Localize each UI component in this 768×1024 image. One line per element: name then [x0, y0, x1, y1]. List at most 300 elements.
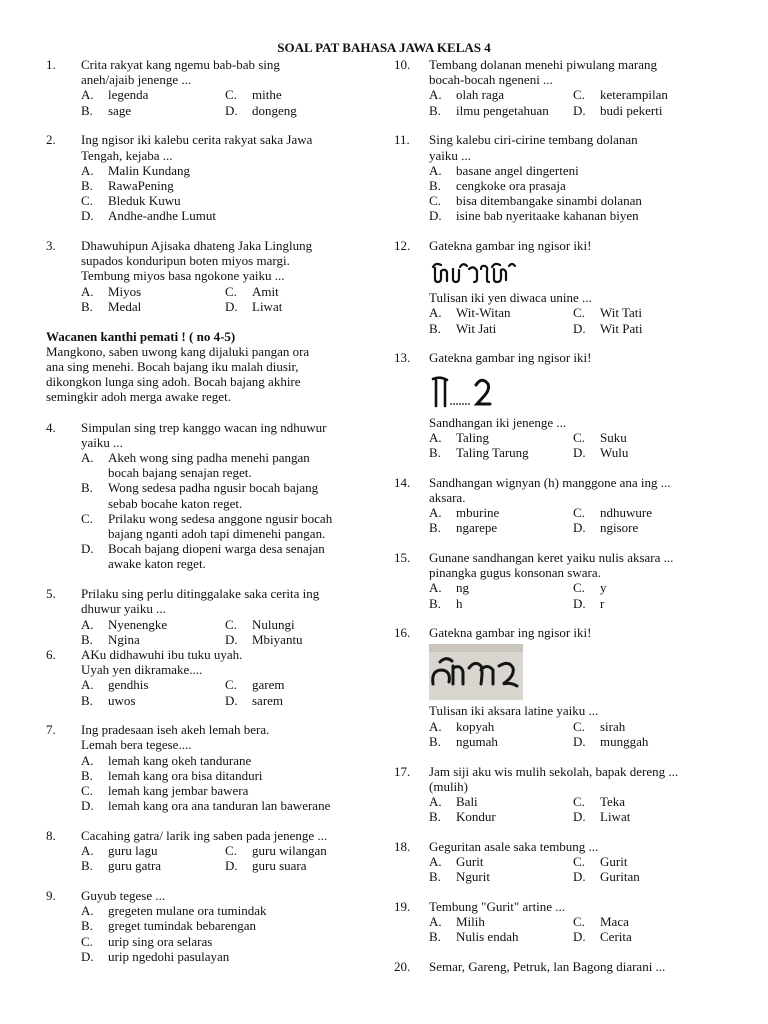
option-text: Kondur	[456, 809, 496, 825]
option-letter: B.	[81, 858, 93, 874]
option-text: keterampilan	[600, 87, 668, 103]
answer-options	[81, 753, 376, 814]
option-letter: A.	[429, 854, 442, 870]
answer-options	[81, 87, 376, 117]
option-text: sirah	[600, 718, 626, 734]
option-letter: C.	[573, 429, 585, 445]
option-text: Miyos	[108, 283, 142, 299]
answer-option[interactable]	[429, 794, 573, 809]
answer-option[interactable]	[429, 734, 573, 749]
answer-option[interactable]	[573, 445, 717, 460]
option-text: lemah kang ora ana tanduran lan bawerane	[108, 798, 331, 814]
option-text: ngarepe	[456, 520, 498, 536]
option-letter: D.	[573, 809, 586, 825]
option-letter: A.	[429, 718, 442, 734]
question-15	[394, 550, 724, 611]
option-letter: C.	[225, 87, 237, 103]
answer-option[interactable]	[225, 284, 369, 299]
option-text: ndhuwure	[600, 505, 652, 521]
option-letter: A.	[81, 87, 94, 103]
option-letter: D.	[81, 798, 94, 814]
question-11	[394, 132, 724, 223]
answer-option[interactable]	[573, 305, 717, 320]
option-letter: B.	[81, 918, 93, 934]
option-letter: B.	[429, 595, 441, 611]
option-letter: C.	[225, 677, 237, 693]
answer-option[interactable]	[81, 511, 381, 541]
option-letter: A.	[81, 616, 94, 632]
option-letter: B.	[429, 929, 441, 945]
question-9	[46, 888, 376, 964]
question-5	[46, 586, 376, 647]
question-number: 2.	[46, 132, 56, 148]
option-text: Milih	[456, 914, 485, 930]
option-letter: C.	[225, 616, 237, 632]
answer-option[interactable]	[573, 87, 717, 102]
question-number: 5.	[46, 586, 56, 602]
question-number: 1.	[46, 57, 56, 72]
question-18	[394, 839, 724, 885]
option-letter: D.	[225, 102, 238, 118]
option-text: kopyah	[456, 718, 495, 734]
question-14	[394, 475, 724, 536]
question-number: 8.	[46, 827, 56, 843]
left-column	[46, 57, 376, 979]
option-text: greget tumindak bebarengan	[108, 918, 256, 934]
option-text: Bali	[456, 794, 478, 809]
question-number: 17.	[394, 763, 411, 779]
option-text: Ngurit	[456, 869, 490, 885]
question-number: 20.	[394, 959, 411, 975]
question-stem: Semar, Gareng, Petruk, lan Bagong diarani ...	[429, 959, 666, 975]
question-stem: Guyub tegese ...	[81, 888, 166, 904]
option-letter: A.	[429, 580, 442, 596]
answer-option[interactable]	[225, 617, 369, 632]
option-text: Medal	[108, 298, 142, 314]
answer-option[interactable]	[81, 480, 381, 510]
option-text: gendhis	[108, 677, 149, 693]
question-number: 11.	[394, 132, 410, 148]
option-letter: A.	[429, 305, 442, 321]
answer-option[interactable]	[81, 632, 225, 647]
question-stem: Jam siji aku wis mulih sekolah, bapak dereng ... (mulih)	[429, 763, 679, 794]
option-text: Wit Jati	[456, 320, 497, 336]
option-letter: C.	[225, 283, 237, 299]
answer-option[interactable]	[81, 450, 381, 480]
option-text: urip ngedohi pasulayan	[108, 948, 230, 964]
answer-option[interactable]	[429, 505, 573, 520]
option-letter: C.	[573, 305, 585, 321]
answer-option[interactable]	[429, 445, 573, 460]
answer-option[interactable]	[81, 208, 381, 223]
option-text: Liwat	[252, 298, 283, 314]
answer-option[interactable]	[225, 693, 369, 708]
option-letter: C.	[573, 718, 585, 734]
answer-option[interactable]	[81, 949, 381, 964]
question-4	[46, 420, 376, 572]
right-column	[394, 57, 724, 989]
option-letter: B.	[81, 480, 93, 496]
question-2	[46, 132, 376, 223]
option-letter: A.	[81, 903, 94, 919]
option-text: Amit	[252, 283, 279, 299]
answer-option[interactable]	[81, 768, 381, 783]
answer-option[interactable]	[573, 580, 717, 595]
option-text: guru suara	[252, 858, 307, 874]
answer-option[interactable]	[429, 520, 573, 535]
answer-option[interactable]	[429, 87, 573, 102]
question-number: 6.	[46, 646, 56, 662]
option-text: lemah kang okeh tandurane	[108, 752, 252, 768]
answer-options	[81, 450, 376, 572]
option-text: Suku	[600, 429, 627, 445]
option-letter: A.	[429, 914, 442, 930]
option-text: basane angel dingerteni	[456, 162, 579, 178]
option-text: Bocah bajang diopeni warga desa senajan awake katon reget.	[108, 541, 325, 572]
option-text: olah raga	[456, 87, 505, 103]
answer-options	[429, 505, 724, 535]
option-letter: A.	[81, 449, 94, 465]
question-number: 4.	[46, 419, 56, 435]
answer-option[interactable]	[573, 794, 717, 809]
answer-options	[429, 430, 724, 460]
answer-option[interactable]	[573, 596, 717, 611]
option-text: urip sing ora selaras	[108, 933, 213, 949]
question-figure	[429, 259, 724, 285]
option-text: Gurit	[456, 854, 484, 870]
answer-option[interactable]	[573, 929, 717, 944]
option-letter: D.	[573, 929, 586, 945]
question-stem: Dhawuhipun Ajisaka dhateng Jaka Linglung supados konduripun boten miyos margi. Tembung miyos basa ngokone yaiku ...	[81, 238, 313, 284]
option-letter: A.	[429, 87, 442, 103]
answer-option[interactable]	[573, 809, 717, 824]
question-stem: Tembang dolanan menehi piwulang marang bocah-bocah ngeneni ...	[429, 57, 657, 88]
answer-option[interactable]	[429, 321, 573, 336]
answer-option[interactable]	[429, 178, 729, 193]
option-text: Liwat	[600, 809, 631, 825]
option-text: Cerita	[600, 929, 632, 945]
answer-option[interactable]	[81, 284, 225, 299]
answer-option[interactable]	[81, 693, 225, 708]
answer-options	[81, 617, 376, 647]
option-letter: D.	[81, 948, 94, 964]
option-text: munggah	[600, 733, 649, 749]
option-letter: B.	[429, 320, 441, 336]
option-letter: D.	[573, 595, 586, 611]
option-letter: C.	[81, 783, 93, 799]
option-text: Wit Tati	[600, 305, 643, 321]
question-number: 16.	[394, 625, 411, 641]
question-stem: Sing kalebu ciri-cirine tembang dolanan yaiku ...	[429, 132, 638, 163]
answer-option[interactable]	[573, 103, 717, 118]
option-letter: C.	[81, 193, 93, 209]
answer-option[interactable]	[81, 103, 225, 118]
answer-options	[81, 677, 376, 707]
question-stem: Gatekna gambar ing ngisor iki!	[429, 238, 592, 254]
answer-option[interactable]	[573, 869, 717, 884]
option-letter: B.	[81, 298, 93, 314]
option-text: legenda	[108, 87, 149, 103]
option-text: h	[456, 595, 463, 611]
answer-option[interactable]	[573, 520, 717, 535]
option-text: y	[600, 580, 607, 596]
answer-option[interactable]	[429, 854, 573, 869]
answer-options	[429, 914, 724, 944]
answer-option[interactable]	[81, 541, 381, 571]
answer-option[interactable]	[429, 163, 729, 178]
option-text: bisa ditembangake sinambi dolanan	[456, 193, 642, 209]
question-stem: AKu didhawuhi ibu tuku uyah. Uyah yen dikramake....	[81, 646, 243, 678]
option-letter: B.	[429, 809, 441, 825]
option-text: Nyenengke	[108, 616, 168, 632]
question-stem: Gunane sandhangan keret yaiku nulis aksara ... pinangka gugus konsonan swara.	[429, 549, 674, 581]
question-stem: Ing pradesaan iseh akeh lemah bera. Lemah bera tegese....	[81, 722, 270, 753]
answer-option[interactable]	[429, 914, 573, 929]
answer-option[interactable]	[81, 753, 381, 768]
option-letter: B.	[429, 444, 441, 460]
option-letter: A.	[81, 843, 94, 859]
question-16	[394, 625, 724, 749]
answer-options	[429, 163, 724, 224]
answer-option[interactable]	[225, 843, 369, 858]
option-text: guru lagu	[108, 843, 158, 859]
answer-option[interactable]	[225, 103, 369, 118]
question-prompt: Tulisan iki aksara latine yaiku ...	[429, 703, 599, 719]
option-letter: B.	[429, 177, 441, 193]
answer-option[interactable]	[81, 193, 381, 208]
option-text: Gurit	[600, 854, 628, 870]
answer-option[interactable]	[429, 809, 573, 824]
option-text: ilmu pengetahuan	[456, 102, 549, 118]
option-letter: C.	[573, 580, 585, 596]
answer-option[interactable]	[429, 430, 573, 445]
option-letter: C.	[429, 193, 441, 209]
answer-options	[429, 305, 724, 335]
answer-option[interactable]	[429, 869, 573, 884]
answer-option[interactable]	[81, 783, 381, 798]
option-text: Wit Pati	[600, 320, 643, 336]
answer-options	[429, 719, 724, 749]
option-text: lemah kang jembar bawera	[108, 783, 249, 799]
option-letter: D.	[81, 208, 94, 224]
option-text: Nulungi	[252, 616, 295, 632]
question-number: 9.	[46, 888, 56, 904]
answer-option[interactable]	[225, 632, 369, 647]
question-19	[394, 899, 724, 945]
answer-option[interactable]	[81, 87, 225, 102]
option-letter: D.	[573, 444, 586, 460]
answer-option[interactable]	[81, 617, 225, 632]
answer-option[interactable]	[429, 208, 729, 223]
option-text: Guritan	[600, 869, 640, 885]
option-text: RawaPening	[108, 177, 174, 193]
option-letter: D.	[81, 541, 94, 557]
option-text: Taling Tarung	[456, 444, 529, 460]
option-text: sarem	[252, 692, 284, 708]
option-text: budi pekerti	[600, 102, 663, 118]
answer-option[interactable]	[429, 719, 573, 734]
question-7	[46, 722, 376, 813]
passage-text: Mangkono, saben uwong kang dijaluki pangan ora ana sing menehi. Bocah bajang iku malah diusir, dikongkon lunga sing adoh. Bocah bajang akhire semingkir adoh merga awake reget.	[46, 343, 310, 405]
question-number: 18.	[394, 838, 411, 854]
option-text: garem	[252, 677, 285, 693]
option-text: ng	[456, 580, 469, 596]
option-letter: B.	[429, 102, 441, 118]
question-figure	[429, 644, 724, 700]
option-letter: D.	[225, 692, 238, 708]
passage-title: Wacanen kanthi pemati ! ( no 4-5)	[46, 328, 236, 344]
answer-option[interactable]	[573, 854, 717, 869]
option-letter: D.	[225, 298, 238, 314]
option-text: Nulis endah	[456, 929, 519, 945]
answer-option[interactable]	[429, 596, 573, 611]
question-1	[46, 57, 376, 118]
answer-option[interactable]	[81, 163, 381, 178]
option-letter: B.	[429, 520, 441, 536]
option-letter: B.	[81, 767, 93, 783]
answer-option[interactable]	[225, 858, 369, 873]
option-text: Teka	[600, 794, 626, 809]
option-text: lemah kang ora bisa ditanduri	[108, 767, 263, 783]
answer-option[interactable]	[573, 505, 717, 520]
option-letter: D.	[573, 869, 586, 885]
option-text: cengkoke ora prasaja	[456, 177, 566, 193]
option-text: r	[600, 595, 605, 611]
option-letter: C.	[573, 914, 585, 930]
javanese-script-figure	[429, 259, 519, 285]
question-number: 15.	[394, 549, 411, 565]
answer-option[interactable]	[81, 858, 225, 873]
question-stem: Simpulan sing trep kanggo wacan ing ndhuwur yaiku ...	[81, 419, 327, 450]
option-text: Wulu	[600, 444, 629, 460]
option-letter: B.	[81, 177, 93, 193]
option-text: Ngina	[108, 631, 140, 647]
answer-options	[429, 580, 724, 610]
answer-option[interactable]	[81, 934, 381, 949]
question-stem: Tembung "Gurit" artine ...	[429, 899, 566, 915]
answer-option[interactable]	[81, 918, 381, 933]
option-letter: C.	[573, 505, 585, 521]
page-title: SOAL PAT BAHASA JAWA KELAS 4	[277, 40, 491, 55]
answer-options	[429, 854, 724, 884]
option-letter: C.	[81, 510, 93, 526]
option-letter: A.	[429, 505, 442, 521]
option-text: dongeng	[252, 102, 297, 118]
option-letter: D.	[573, 320, 586, 336]
option-letter: A.	[429, 429, 442, 445]
answer-option[interactable]	[225, 87, 369, 102]
answer-option[interactable]	[573, 321, 717, 336]
option-letter: D.	[225, 858, 238, 874]
option-letter: A.	[81, 162, 94, 178]
question-number: 13.	[394, 350, 411, 366]
taling-figure	[429, 372, 499, 410]
answer-option[interactable]	[81, 299, 225, 314]
option-text: Maca	[600, 914, 629, 930]
option-letter: D.	[573, 102, 586, 118]
answer-option[interactable]	[81, 178, 381, 193]
answer-option[interactable]	[429, 580, 573, 595]
option-letter: A.	[81, 752, 94, 768]
option-letter: B.	[81, 692, 93, 708]
option-text: Mbiyantu	[252, 631, 303, 647]
answer-option[interactable]	[429, 193, 729, 208]
question-number: 14.	[394, 474, 411, 490]
question-prompt: Tulisan iki yen diwaca unine ...	[429, 290, 592, 306]
question-stem: Geguritan asale saka tembung ...	[429, 838, 599, 854]
answer-option[interactable]	[429, 929, 573, 944]
answer-option[interactable]	[573, 734, 717, 749]
option-letter: D.	[429, 208, 442, 224]
option-text: ngumah	[456, 733, 498, 749]
reading-passage	[46, 329, 376, 405]
option-text: mburine	[456, 505, 500, 521]
option-text: Wong sedesa padha ngusir bocah bajang sebab bocahe katon reget.	[108, 480, 319, 511]
option-text: gregeten mulane ora tumindak	[108, 903, 267, 919]
answer-option[interactable]	[429, 103, 573, 118]
option-text: Akeh wong sing padha menehi pangan bocah bajang senajan reget.	[108, 449, 310, 481]
answer-options	[429, 794, 724, 824]
option-letter: C.	[81, 933, 93, 949]
answer-option[interactable]	[573, 719, 717, 734]
answer-option[interactable]	[81, 843, 225, 858]
option-text: Bleduk Kuwu	[108, 193, 181, 209]
answer-option[interactable]	[225, 677, 369, 692]
option-letter: A.	[81, 677, 94, 693]
question-number: 10.	[394, 57, 411, 72]
answer-option[interactable]	[81, 903, 381, 918]
question-6	[46, 647, 376, 708]
question-figure	[429, 372, 724, 410]
option-text: Prilaku wong sedesa anggone ngusir bocah bajang nganti adoh tapi dimenehi pangan.	[108, 510, 333, 541]
answer-option[interactable]	[81, 798, 381, 813]
option-text: Taling	[456, 429, 490, 445]
handwritten-aksara-figure	[429, 644, 523, 700]
option-text: ngisore	[600, 520, 639, 536]
option-letter: B.	[429, 869, 441, 885]
option-text: sage	[108, 102, 132, 118]
answer-options	[81, 843, 376, 873]
option-letter: A.	[429, 794, 442, 809]
answer-option[interactable]	[429, 305, 573, 320]
question-stem: Cacahing gatra/ larik ing saben pada jenenge ...	[81, 827, 328, 843]
option-letter: C.	[573, 87, 585, 103]
option-text: uwos	[108, 692, 136, 708]
question-prompt: Sandhangan iki jenenge ...	[429, 414, 567, 430]
option-text: Wit-Witan	[456, 305, 511, 321]
answer-option[interactable]	[573, 914, 717, 929]
answer-option[interactable]	[225, 299, 369, 314]
question-stem: Gatekna gambar ing ngisor iki!	[429, 625, 592, 641]
question-stem: Gatekna gambar ing ngisor iki!	[429, 350, 592, 366]
option-letter: D.	[573, 520, 586, 536]
question-stem: Ing ngisor iki kalebu cerita rakyat saka Jawa Tengah, kejaba ...	[81, 132, 313, 163]
answer-options	[81, 284, 376, 314]
answer-option[interactable]	[573, 430, 717, 445]
question-number: 3.	[46, 238, 56, 254]
option-letter: C.	[573, 794, 585, 809]
answer-options	[429, 87, 724, 117]
answer-options	[81, 903, 376, 964]
option-letter: B.	[429, 733, 441, 749]
answer-option[interactable]	[81, 677, 225, 692]
answer-options	[81, 163, 376, 224]
question-8	[46, 828, 376, 874]
question-number: 19.	[394, 899, 411, 915]
option-text: Andhe-andhe Lumut	[108, 208, 216, 224]
option-text: guru wilangan	[252, 843, 327, 859]
option-text: isine bab nyeritaake kahanan biyen	[456, 208, 639, 224]
